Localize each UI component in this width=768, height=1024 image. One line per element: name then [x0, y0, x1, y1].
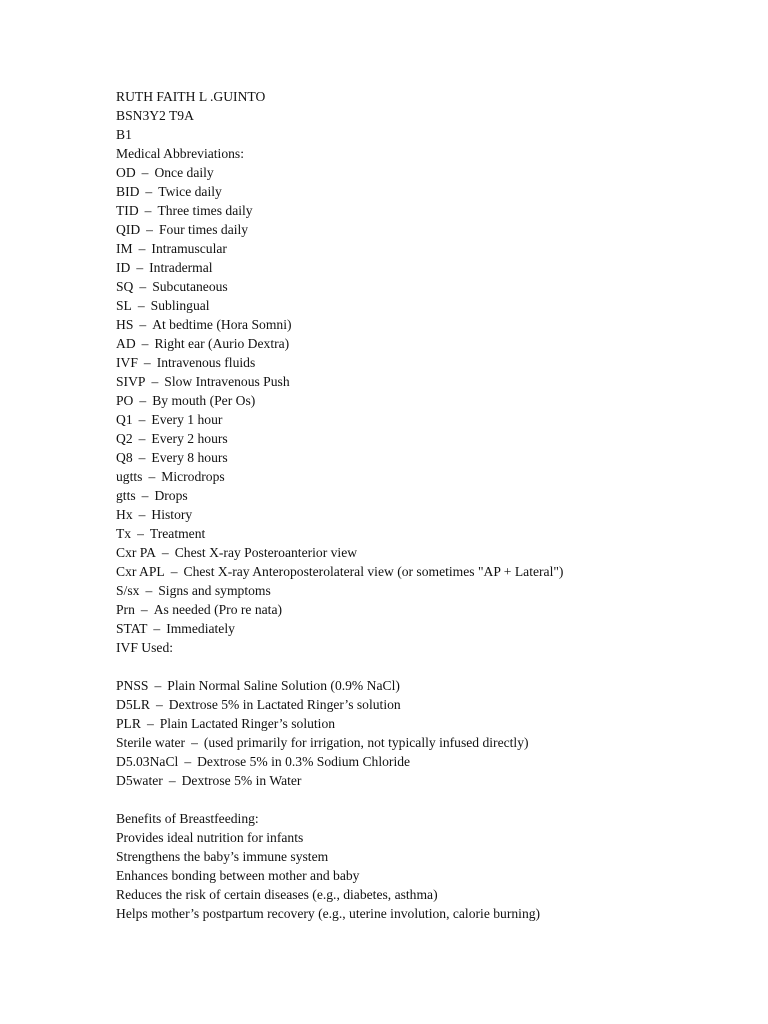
dash-separator: – — [145, 184, 153, 199]
term: Cxr PA — [116, 545, 156, 560]
meaning: Subcutaneous — [152, 279, 228, 294]
list-item — [116, 429, 736, 448]
term: D5LR — [116, 697, 150, 712]
term: Sterile water — [116, 735, 186, 750]
group-label: B1 — [116, 127, 132, 142]
dash-separator: – — [148, 469, 156, 484]
meaning: Plain Lactated Ringer’s solution — [159, 716, 336, 731]
class-code: BSN3Y2 T9A — [116, 108, 194, 123]
meaning: Plain Normal Saline Solution (0.9% NaCl) — [167, 678, 400, 693]
meaning: Dextrose 5% in Water — [181, 773, 302, 788]
term: D5.03NaCl — [116, 754, 179, 769]
dash-separator: – — [139, 317, 147, 332]
term: SIVP — [116, 374, 146, 389]
meaning: Intravenous fluids — [156, 355, 256, 370]
dash-separator: – — [154, 678, 162, 693]
term: gtts — [116, 488, 136, 503]
meaning: Treatment — [149, 526, 206, 541]
term: Cxr APL — [116, 564, 165, 579]
term: IM — [116, 241, 133, 256]
meaning: Drops — [154, 488, 188, 503]
dash-separator: – — [141, 165, 149, 180]
meaning: Chest X-ray Anteroposterolateral view (or sometimes "AP + Lateral") — [183, 564, 564, 579]
list-item — [116, 543, 736, 562]
dash-separator: – — [146, 222, 153, 237]
meaning: History — [151, 507, 193, 522]
dash-separator: – — [138, 507, 146, 522]
list-item — [116, 258, 736, 277]
dash-separator: – — [191, 735, 198, 750]
document-body — [116, 87, 736, 923]
list-item — [116, 410, 736, 429]
dash-separator: – — [146, 716, 154, 731]
spacer — [116, 790, 736, 809]
list-item: Provides ideal nutrition for infants — [116, 830, 304, 845]
list-item — [116, 467, 736, 486]
list-item — [116, 486, 736, 505]
dash-separator: – — [137, 298, 145, 313]
meaning: (used primarily for irrigation, not typically infused directly) — [203, 735, 529, 750]
meaning: Four times daily — [158, 222, 249, 237]
meaning: Once daily — [154, 165, 214, 180]
breastfeeding-heading: Benefits of Breastfeeding: — [116, 811, 259, 826]
list-item — [116, 524, 736, 543]
list-item — [116, 695, 736, 714]
term: IVF — [116, 355, 138, 370]
list-item — [116, 296, 736, 315]
list-item — [116, 448, 736, 467]
list-item: Helps mother’s postpartum recovery (e.g., uterine involution, calorie burning) — [116, 906, 541, 921]
dash-separator: – — [138, 431, 146, 446]
term: Q1 — [116, 412, 133, 427]
list-item — [116, 752, 736, 771]
list-item — [116, 201, 736, 220]
breastfeeding-list — [116, 828, 736, 923]
term: OD — [116, 165, 136, 180]
meaning: Right ear (Aurio Dextra) — [154, 336, 290, 351]
list-item — [116, 372, 736, 391]
dash-separator: – — [141, 336, 149, 351]
meaning: Dextrose 5% in Lactated Ringer’s solution — [168, 697, 401, 712]
meaning: Every 1 hour — [151, 412, 223, 427]
term: ID — [116, 260, 131, 275]
list-item — [116, 505, 736, 524]
dash-separator: – — [143, 355, 151, 370]
meaning: Three times daily — [157, 203, 253, 218]
dash-separator: – — [168, 773, 176, 788]
term: TID — [116, 203, 139, 218]
spacer — [116, 657, 736, 676]
list-item — [116, 676, 736, 695]
list-item — [116, 220, 736, 239]
list-item — [116, 562, 736, 581]
dash-separator: – — [139, 279, 147, 294]
meaning: Intradermal — [149, 260, 213, 275]
abbreviations-heading: Medical Abbreviations: — [116, 146, 244, 161]
meaning: Sublingual — [150, 298, 210, 313]
list-item — [116, 239, 736, 258]
list-item — [116, 277, 736, 296]
list-item — [116, 619, 736, 638]
term: STAT — [116, 621, 148, 636]
ivf-heading: IVF Used: — [116, 640, 174, 655]
meaning: Chest X-ray Posteroanterior view — [174, 545, 358, 560]
list-item — [116, 182, 736, 201]
meaning: Microdrops — [161, 469, 225, 484]
list-item — [116, 714, 736, 733]
meaning: Every 2 hours — [151, 431, 228, 446]
dash-separator: – — [170, 564, 178, 579]
dash-separator: – — [138, 412, 146, 427]
student-name: RUTH FAITH L .GUINTO — [116, 89, 266, 104]
list-item — [116, 771, 736, 790]
dash-separator: – — [151, 374, 159, 389]
term: S/sx — [116, 583, 140, 598]
term: AD — [116, 336, 136, 351]
term: BID — [116, 184, 140, 199]
meaning: Every 8 hours — [151, 450, 228, 465]
meaning: By mouth (Per Os) — [152, 393, 256, 408]
term: QID — [116, 222, 141, 237]
term: SQ — [116, 279, 134, 294]
term: SL — [116, 298, 132, 313]
list-item — [116, 353, 736, 372]
meaning: Twice daily — [158, 184, 222, 199]
meaning: As needed (Pro re nata) — [153, 602, 283, 617]
list-item — [116, 315, 736, 334]
list-item: Reduces the risk of certain diseases (e.g., diabetes, asthma) — [116, 887, 438, 902]
term: PO — [116, 393, 134, 408]
dash-separator: – — [145, 583, 153, 598]
term: Q2 — [116, 431, 133, 446]
list-item — [116, 391, 736, 410]
list-item: Enhances bonding between mother and baby — [116, 868, 360, 883]
list-item: Strengthens the baby’s immune system — [116, 849, 329, 864]
dash-separator: – — [136, 260, 144, 275]
dash-separator: – — [138, 241, 146, 256]
term: Prn — [116, 602, 135, 617]
meaning: Slow Intravenous Push — [164, 374, 290, 389]
term: PLR — [116, 716, 141, 731]
dash-separator: – — [155, 697, 163, 712]
dash-separator: – — [144, 203, 152, 218]
dash-separator: – — [140, 602, 148, 617]
dash-separator: – — [161, 545, 169, 560]
ivf-list — [116, 676, 736, 790]
abbreviations-list — [116, 163, 736, 638]
list-item — [116, 163, 736, 182]
list-item — [116, 581, 736, 600]
dash-separator: – — [139, 393, 147, 408]
meaning: Signs and symptoms — [158, 583, 271, 598]
list-item — [116, 733, 736, 752]
list-item — [116, 334, 736, 353]
list-item — [116, 600, 736, 619]
term: PNSS — [116, 678, 149, 693]
dash-separator: – — [138, 450, 146, 465]
meaning: Immediately — [166, 621, 235, 636]
term: ugtts — [116, 469, 143, 484]
term: Q8 — [116, 450, 133, 465]
meaning: Dextrose 5% in 0.3% Sodium Chloride — [197, 754, 411, 769]
term: HS — [116, 317, 134, 332]
term: Hx — [116, 507, 133, 522]
meaning: Intramuscular — [151, 241, 227, 256]
dash-separator: – — [141, 488, 149, 503]
meaning: At bedtime (Hora Somni) — [152, 317, 292, 332]
dash-separator: – — [153, 621, 161, 636]
dash-separator: – — [137, 526, 144, 541]
term: Tx — [116, 526, 132, 541]
dash-separator: – — [184, 754, 192, 769]
term: D5water — [116, 773, 163, 788]
